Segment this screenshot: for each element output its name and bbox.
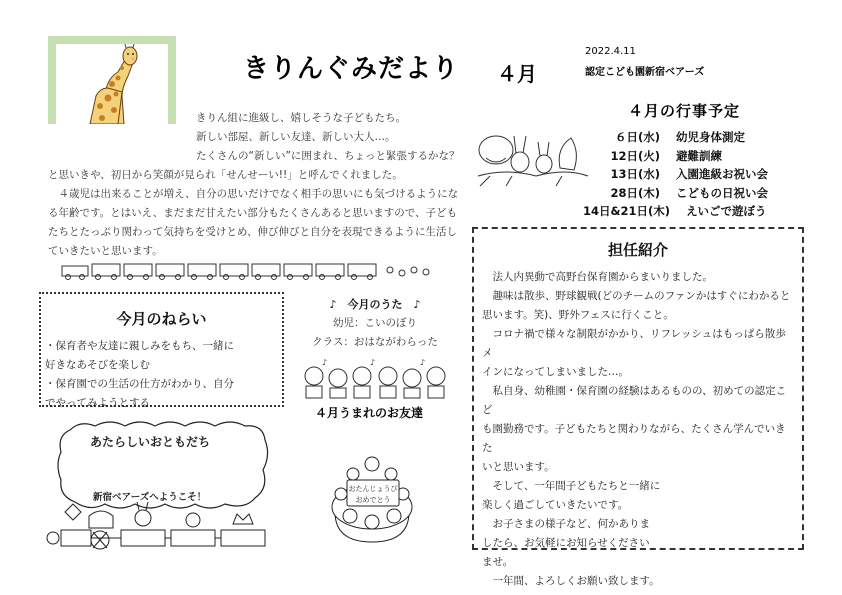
teacher-line: 思います。笑)、野外フェスに行くこと。 bbox=[482, 309, 674, 321]
teacher-line: 法人内異動で高野台保育園からまいりました。 bbox=[492, 271, 713, 283]
event-name: 幼児身体測定 bbox=[676, 130, 745, 144]
svg-text:♪: ♪ bbox=[322, 358, 328, 367]
intro-line: と思いきや、初日から笑顔が見られ「せんせーい!!」と呼んでくれました。 bbox=[48, 169, 403, 181]
birthday-cake-illustration bbox=[325, 452, 420, 547]
event-item bbox=[595, 128, 768, 147]
giraffe-illustration bbox=[56, 44, 168, 124]
event-item bbox=[595, 184, 768, 203]
event-name: 避難訓練 bbox=[676, 148, 722, 163]
teacher-line: お子さまの様子など、何かありま bbox=[492, 518, 650, 530]
event-date: ６日(水) bbox=[614, 130, 660, 144]
event-item bbox=[595, 165, 768, 184]
teacher-intro-title: 担任紹介 bbox=[607, 241, 668, 259]
teacher-intro-text bbox=[482, 268, 796, 591]
events-list bbox=[583, 128, 768, 221]
singing-children-illustration bbox=[300, 358, 450, 400]
issue-date: 2022.4.11 bbox=[585, 46, 636, 57]
animal-train-border bbox=[60, 262, 438, 280]
teacher-line: 趣味は散歩、野球観戦(どのチームのファンかはすぐにわかると bbox=[492, 290, 791, 302]
monthly-song bbox=[300, 295, 450, 352]
giraffe-picture-frame bbox=[48, 36, 176, 124]
birthday-title: ４月うまれのお友達 bbox=[315, 406, 424, 420]
teacher-line: 私自身、幼稚園・保育園の経験はあるものの、初めての認定こど bbox=[482, 385, 787, 416]
teacher-intro-box bbox=[472, 227, 804, 587]
intro-line: ４歳児は出来ることが増え、自分の思いだけでなく相手の思いにも気づけるようにな bbox=[48, 188, 459, 200]
teacher-line: 一年間、よろしくお願い致します。 bbox=[492, 575, 660, 587]
intro-line: たちとたっぷり関わって気持ちを受けとめ、伸び伸びと自分を表現できるように生活し bbox=[48, 226, 457, 238]
aim-line: 好きなあそびを楽しむ bbox=[45, 359, 150, 371]
intro-line: きりん組に進級し、嬉しそうな子どもたち。 bbox=[196, 112, 406, 124]
intro-line: ていきたいと思います。 bbox=[48, 245, 163, 257]
monthly-aim-box bbox=[39, 292, 284, 407]
animal-train-illustration bbox=[45, 500, 275, 550]
song-class: クラス：おはながわらった bbox=[312, 336, 438, 348]
event-name: こどもの日祝い会 bbox=[676, 185, 768, 200]
organization-name: 認定こども園新宿ベアーズ bbox=[585, 67, 705, 78]
teacher-line: ませ。 bbox=[482, 556, 514, 568]
svg-text:♪: ♪ bbox=[370, 358, 376, 367]
monthly-aim-title: 今月のねらい bbox=[116, 310, 207, 328]
event-date: 12日(火) bbox=[610, 148, 660, 163]
teacher-line: したら、お気軽にお知らせください bbox=[482, 537, 650, 549]
intro-line: る年齢です。とはいえ、まだまだ甘えたい部分もたくさんあると思いますので、子ども bbox=[48, 207, 458, 219]
intro-line: 新しい部屋、新しい友達、新しい大人…。 bbox=[196, 131, 396, 143]
event-name: 入園進級お祝い会 bbox=[676, 167, 768, 181]
aim-line: ・保育園での生活の仕方がわかり、自分 bbox=[45, 378, 234, 390]
animals-illustration bbox=[476, 128, 591, 188]
intro-line: たくさんの“新しい”に囲まれ、ちょっと緊張するかな？ bbox=[196, 150, 460, 162]
monthly-aim-list bbox=[45, 337, 278, 413]
teacher-line: も園勤務です。子どもたちと関わりながら、たくさん学んでいきた bbox=[482, 423, 786, 454]
teacher-line: いと思います。 bbox=[482, 461, 555, 473]
monthly-song-title: ♪ 今月のうた ♪ bbox=[329, 298, 421, 311]
song-infant: 幼児：こいのぼり bbox=[333, 317, 417, 329]
svg-text:♪: ♪ bbox=[420, 358, 426, 367]
event-item bbox=[595, 147, 768, 166]
event-date: 13日(水) bbox=[610, 167, 660, 181]
newsletter-title: きりんぐみだより bbox=[243, 54, 460, 84]
intro-paragraph-top bbox=[196, 109, 460, 166]
teacher-line: インになってしまいました…。 bbox=[482, 366, 629, 378]
intro-paragraph-bottom bbox=[48, 166, 458, 261]
cake-text-1: おたんじょうび bbox=[348, 485, 398, 493]
welcome-message: 新宿ベアーズへようこそ！ bbox=[93, 492, 207, 503]
cake-text-2: おめでとう bbox=[355, 496, 391, 504]
teacher-line: コロナ禍で様々な制限がかかり、リフレッシュはもっぱら散歩メ bbox=[482, 328, 786, 359]
teacher-line: そして、一年間子どもたちと一緒に bbox=[492, 480, 661, 492]
event-name: えいごで遊ぼう bbox=[686, 204, 767, 218]
aim-line: ・保育者や友達に親しみをもち、一緒に bbox=[45, 340, 234, 352]
event-item bbox=[583, 202, 768, 221]
events-title: ４月の行事予定 bbox=[628, 102, 741, 120]
new-friends-title: あたらしいおともだち bbox=[90, 435, 211, 449]
event-date: 14日&21日(木) bbox=[583, 204, 671, 218]
aim-line: でやってみようとする bbox=[45, 397, 150, 409]
event-date: 28日(木) bbox=[610, 185, 660, 200]
teacher-line: 楽しく過ごしていきたいです。 bbox=[482, 499, 629, 511]
newsletter-month: ４月 bbox=[497, 62, 537, 86]
